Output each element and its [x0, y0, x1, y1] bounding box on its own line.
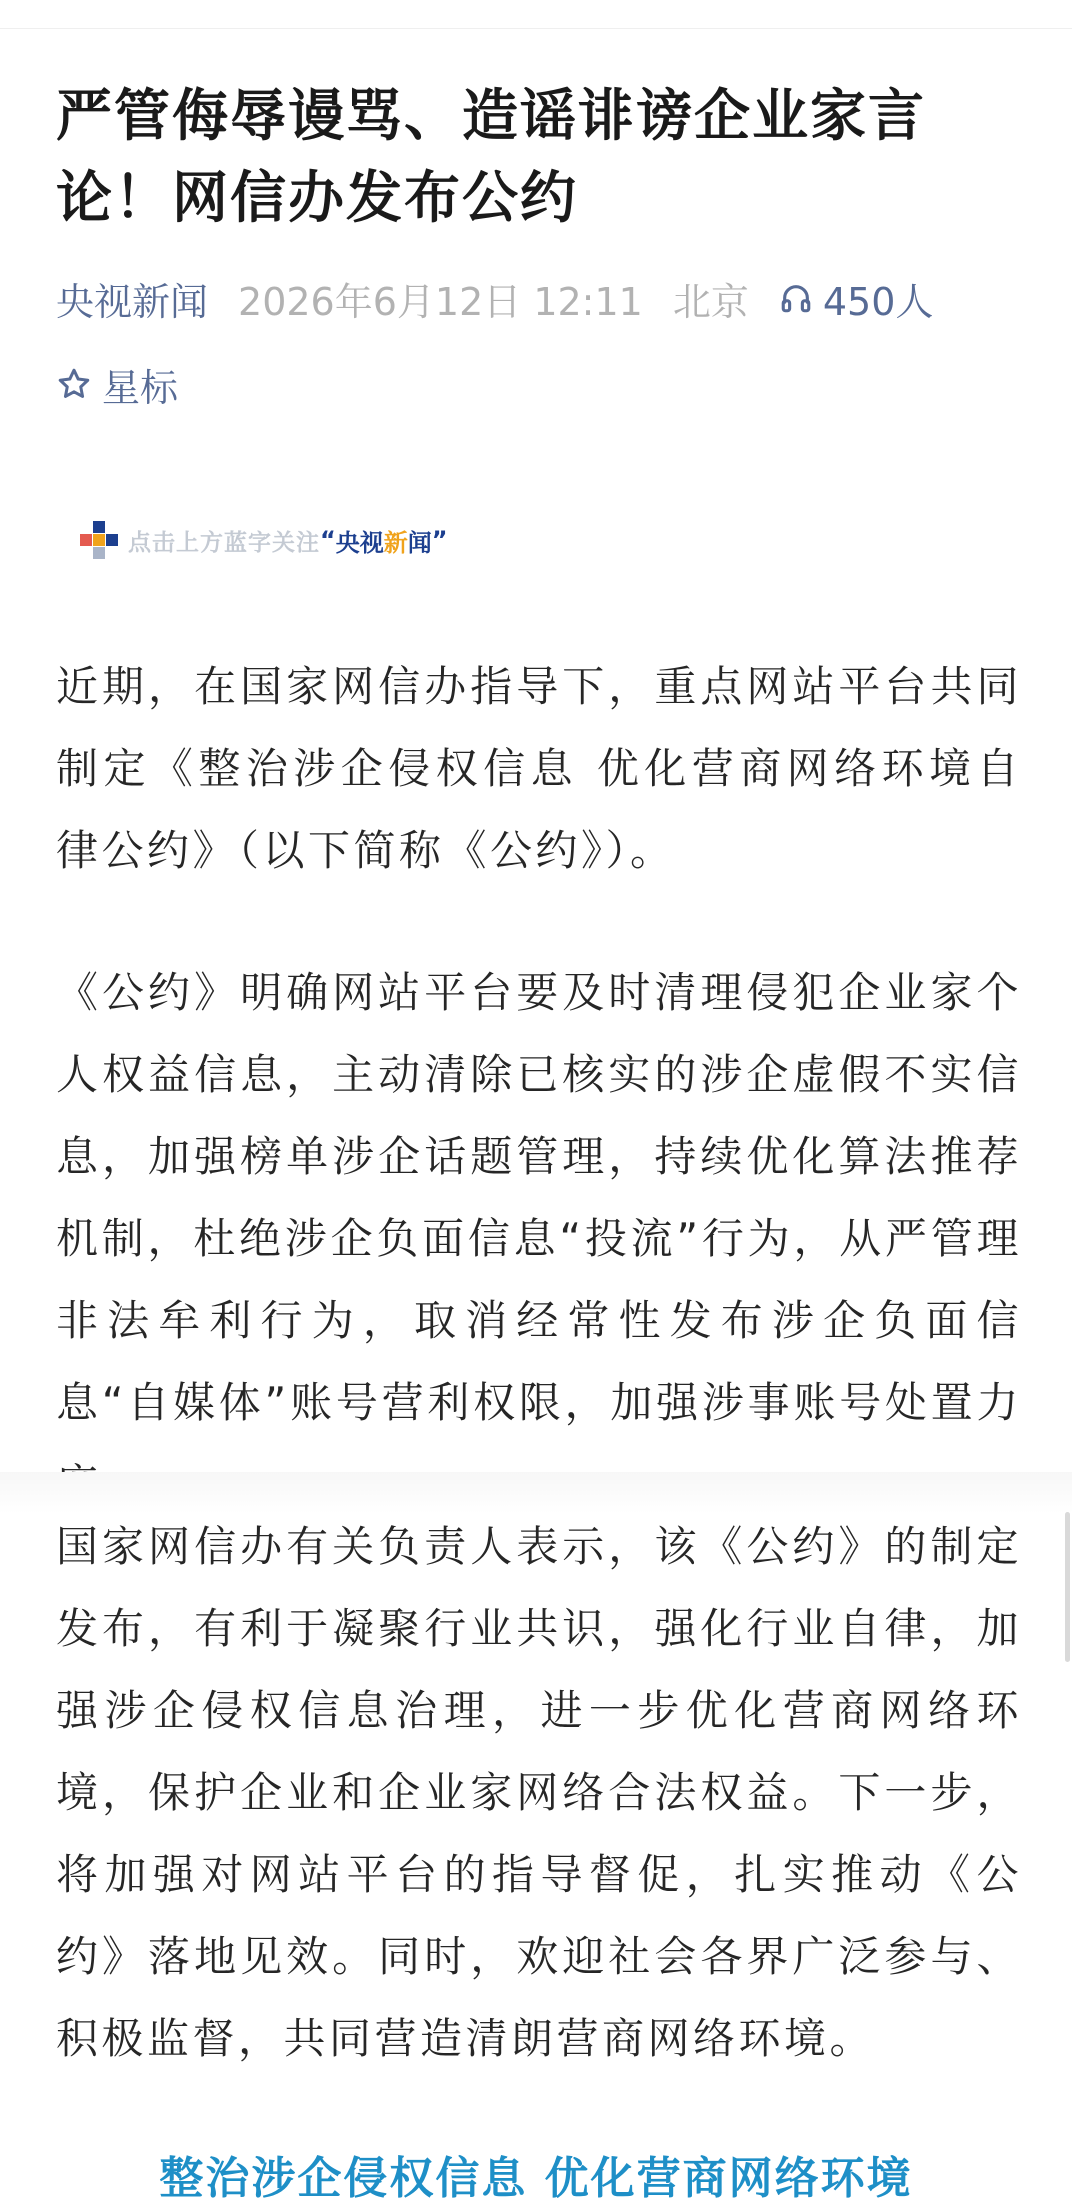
follow-prompt-text: 点击上方蓝字关注: [128, 529, 320, 556]
body-paragraph-3: 国家网信办有关负责人表示，该《公约》的制定发布，有利于凝聚行业共识，强化行业自律，加强涉企侵权信息治理，进一步优化营商网络环境，保护企业和企业家网络合法权益。下一步，将加强对网站平台的指导督促，扎实推动《公约》落地见效。同时，欢迎社会各界广泛参与、积极监督，共同营造清朗营商网络环境。: [56, 1522, 1022, 2063]
body-paragraph-2: 《公约》明确网站平台要及时清理侵犯企业家个人权益信息，主动清除已核实的涉企虚假不实信息，加强榜单涉企话题管理，持续优化算法推荐机制，杜绝涉企负面信息“投流”行为，从严管理非法牟利行为，取消经常性发布涉企负面信息“自媒体”账号营利权限，加强涉事账号处置力: [56, 968, 1022, 1427]
star-outline-icon: [56, 366, 92, 402]
follow-banner[interactable]: [78, 516, 448, 564]
scrollbar[interactable]: [1065, 1512, 1070, 1662]
brand-quote-close: ”: [431, 526, 448, 554]
section-heading: 整治涉企侵权信息 优化营商网络环境: [159, 2153, 913, 2204]
source-account-link[interactable]: 央视新闻: [56, 279, 209, 324]
headphones-icon: [779, 281, 813, 315]
article-title: 严管侮辱谩骂、造谣诽谤企业家言论！网信办发布公约: [56, 84, 926, 231]
listen-button[interactable]: [779, 271, 934, 326]
brand-part-b: 新: [383, 528, 408, 557]
cctv-news-logo-icon: [78, 519, 120, 561]
brand-name: [336, 523, 432, 558]
listener-count: 450人: [822, 279, 934, 324]
body-paragraph-1: 近期，在国家网信办指导下，重点网站平台共同制定《整治涉企侵权信息 优化营商网络环境自律公约》（以下简称《公约》）。: [56, 662, 1022, 875]
brand-part-a: 央视: [335, 528, 384, 557]
brand-part-c: 闻: [407, 528, 432, 557]
star-button[interactable]: [56, 356, 178, 412]
top-bar: [0, 0, 1072, 29]
brand-quote-open: “: [320, 526, 336, 554]
publish-location: 北京: [672, 279, 749, 324]
star-label: 星标: [102, 365, 179, 410]
article-meta: [56, 270, 933, 326]
publish-datetime: 2026年6月12日 12:11: [238, 279, 643, 324]
